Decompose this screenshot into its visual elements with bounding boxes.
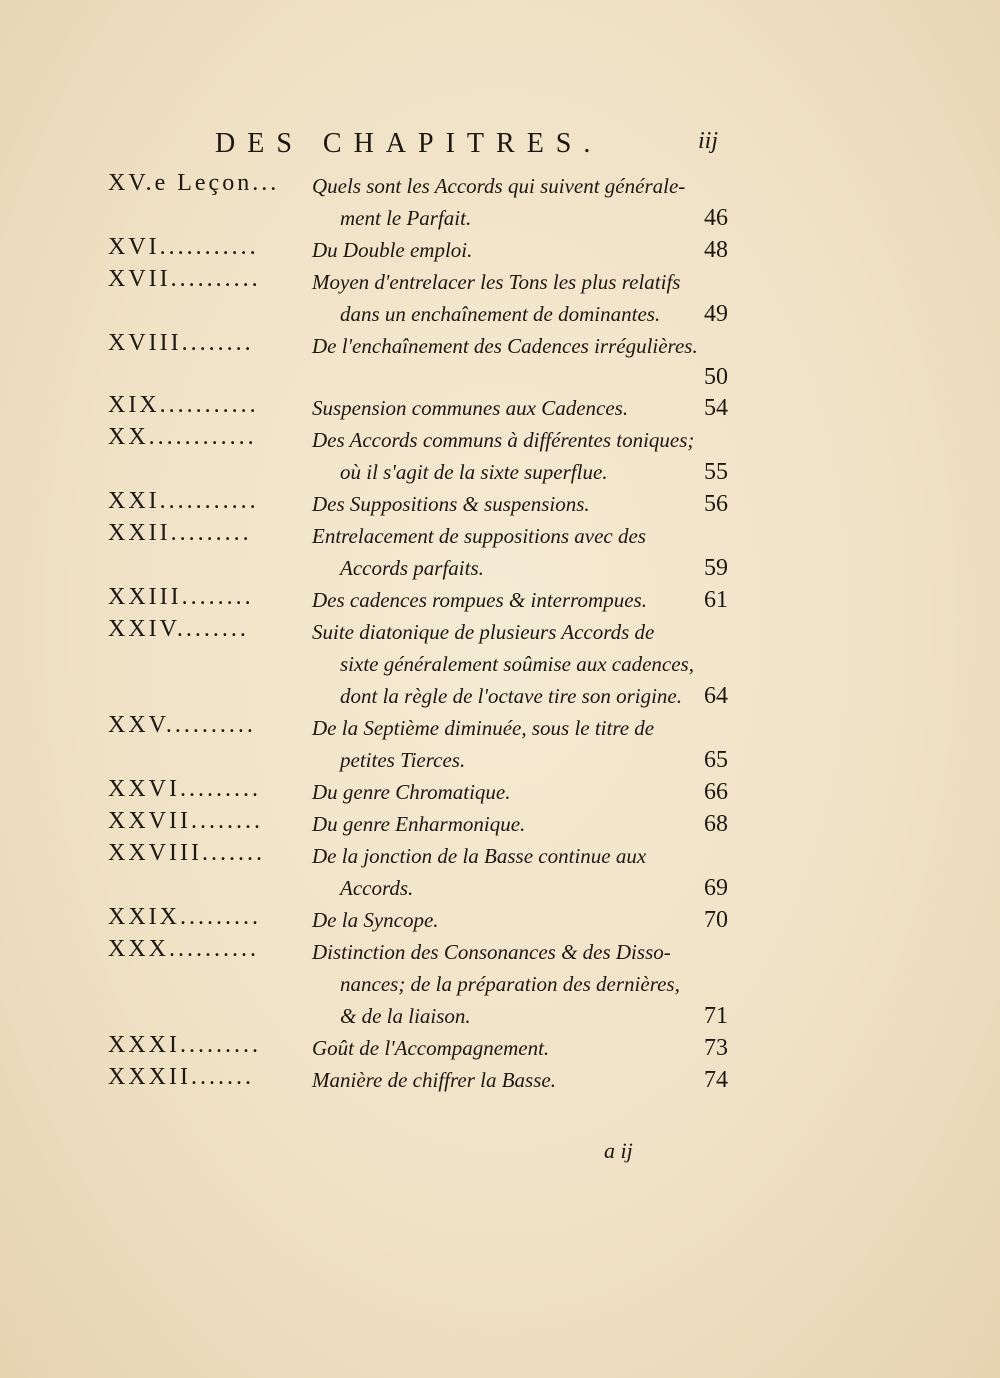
chapter-number: XXIX......... <box>108 904 261 930</box>
table-of-contents <box>108 170 728 1096</box>
chapter-title-text: Manière de chiffrer la Basse. <box>312 1068 556 1092</box>
page-number: 69 <box>704 875 728 901</box>
toc-entry <box>108 424 728 488</box>
chapter-title-text: Des cadences rompues & interrompues. <box>312 588 647 612</box>
page-number: 46 <box>704 205 728 231</box>
page-number: 71 <box>704 1003 728 1029</box>
chapter-title-line <box>340 872 728 904</box>
chapter-title-line <box>312 904 728 936</box>
chapter-title-line <box>312 234 728 266</box>
toc-entry <box>108 776 728 808</box>
toc-entry <box>108 392 728 424</box>
chapter-title-text: De la Syncope. <box>312 908 439 932</box>
toc-entry <box>108 936 728 1032</box>
page-number: 49 <box>704 301 728 327</box>
chapter-title-text: sixte généralement soûmise aux cadences, <box>340 652 694 676</box>
chapter-title-text: Du Double emploi. <box>312 238 473 262</box>
chapter-number: XXVIII....... <box>108 840 265 866</box>
chapter-title-text: Entrelacement de suppositions avec des <box>312 524 646 548</box>
chapter-title-text: Goût de l'Accompagnement. <box>312 1036 550 1060</box>
chapter-title-line <box>312 712 728 744</box>
page-number: 66 <box>704 779 728 805</box>
chapter-number: XXII......... <box>108 520 252 546</box>
chapter-number: XV.e Leçon... <box>108 170 280 196</box>
toc-entry <box>108 840 728 904</box>
chapter-title-line <box>312 424 728 456</box>
chapter-title-line <box>340 648 728 680</box>
page-number-line <box>108 362 728 392</box>
chapter-title-line <box>312 616 728 648</box>
chapter-title-text: dont la règle de l'octave tire son origine. <box>340 684 682 708</box>
toc-entry <box>108 330 728 392</box>
chapter-title-line <box>312 1032 728 1064</box>
chapter-title-line <box>312 170 728 202</box>
chapter-number: XXIV........ <box>108 616 249 642</box>
chapter-title-text: Moyen d'entrelacer les Tons les plus relatifs <box>312 270 681 294</box>
page-number: 64 <box>704 683 728 709</box>
chapter-title-text: Accords. <box>340 876 414 900</box>
page-number: 48 <box>704 237 728 263</box>
header-title: DES CHAPITRES. <box>215 128 603 159</box>
chapter-title-text: Des Accords communs à différentes toniques; <box>312 428 695 452</box>
chapter-title-line <box>340 1000 728 1032</box>
toc-entry <box>108 584 728 616</box>
page-number: 65 <box>704 747 728 773</box>
chapter-number: XVIII........ <box>108 330 254 356</box>
toc-entry <box>108 1064 728 1096</box>
toc-entry <box>108 266 728 330</box>
toc-entry <box>108 808 728 840</box>
chapter-title-text: Suite diatonique de plusieurs Accords de <box>312 620 655 644</box>
chapter-title-text: où il s'agit de la sixte superflue. <box>340 460 608 484</box>
chapter-number: XXV.......... <box>108 712 256 738</box>
chapter-title-text: nances; de la préparation des dernières, <box>340 972 680 996</box>
chapter-title-text: dans un enchaînement de dominantes. <box>340 302 661 326</box>
page-number: 50 <box>704 364 728 390</box>
chapter-title-text: petites Tierces. <box>340 748 466 772</box>
chapter-number: XIX........... <box>108 392 259 418</box>
chapter-title-text: Du genre Chromatique. <box>312 780 511 804</box>
chapter-title-line <box>312 266 728 298</box>
chapter-title-text: Accords parfaits. <box>340 556 484 580</box>
page-number: 54 <box>704 395 728 421</box>
chapter-title-line <box>340 744 728 776</box>
chapter-title-line <box>340 680 728 712</box>
chapter-title-line <box>312 936 728 968</box>
page-number: 68 <box>704 811 728 837</box>
toc-entry <box>108 712 728 776</box>
chapter-number: XXVI......... <box>108 776 261 802</box>
toc-entry <box>108 616 728 712</box>
chapter-title-line <box>340 456 728 488</box>
toc-entry <box>108 234 728 266</box>
toc-entry <box>108 904 728 936</box>
chapter-title-text: Quels sont les Accords qui suivent générale- <box>312 174 686 198</box>
toc-entry <box>108 488 728 520</box>
header-page-number: iij <box>698 128 719 154</box>
chapter-title-text: ment le Parfait. <box>340 206 472 230</box>
chapter-title-text: Des Suppositions & suspensions. <box>312 492 590 516</box>
chapter-title-line <box>340 298 728 330</box>
running-header <box>0 128 1000 168</box>
chapter-number: XXXI......... <box>108 1032 261 1058</box>
chapter-title-line <box>312 808 728 840</box>
signature-mark: a ij <box>604 1138 633 1163</box>
chapter-title-line <box>312 584 728 616</box>
page-number: 56 <box>704 491 728 517</box>
chapter-title-text: Distinction des Consonances & des Disso- <box>312 940 671 964</box>
toc-entry <box>108 520 728 584</box>
chapter-title-line <box>340 202 728 234</box>
chapter-title-text: De l'enchaînement des Cadences irrégulières. <box>312 334 698 358</box>
chapter-number: XVI........... <box>108 234 259 260</box>
page-number: 73 <box>704 1035 728 1061</box>
chapter-number: XXXII....... <box>108 1064 254 1090</box>
chapter-title-text: Du genre Enharmonique. <box>312 812 526 836</box>
toc-entry <box>108 170 728 234</box>
chapter-title-text: & de la liaison. <box>340 1004 471 1028</box>
chapter-number: XXVII........ <box>108 808 263 834</box>
chapter-number: XXX.......... <box>108 936 259 962</box>
chapter-title-line <box>312 1064 728 1096</box>
page-number: 70 <box>704 907 728 933</box>
chapter-number: XXI........... <box>108 488 259 514</box>
chapter-title-line <box>340 968 728 1000</box>
page-number: 74 <box>704 1067 728 1093</box>
chapter-number: XX............ <box>108 424 257 450</box>
chapter-title-line <box>312 488 728 520</box>
chapter-title-line <box>312 776 728 808</box>
chapter-title-line <box>340 552 728 584</box>
chapter-title-line <box>312 840 728 872</box>
chapter-number: XXIII........ <box>108 584 254 610</box>
page-number: 55 <box>704 459 728 485</box>
chapter-title-line <box>312 520 728 552</box>
chapter-number: XVII.......... <box>108 266 261 292</box>
chapter-title-text: De la jonction de la Basse continue aux <box>312 844 647 868</box>
chapter-title-text: Suspension communes aux Cadences. <box>312 396 629 420</box>
chapter-title-line <box>312 392 728 424</box>
toc-entry <box>108 1032 728 1064</box>
chapter-title-line <box>312 330 728 362</box>
chapter-title-text: De la Septième diminuée, sous le titre de <box>312 716 655 740</box>
page-number: 61 <box>704 587 728 613</box>
page-number: 59 <box>704 555 728 581</box>
